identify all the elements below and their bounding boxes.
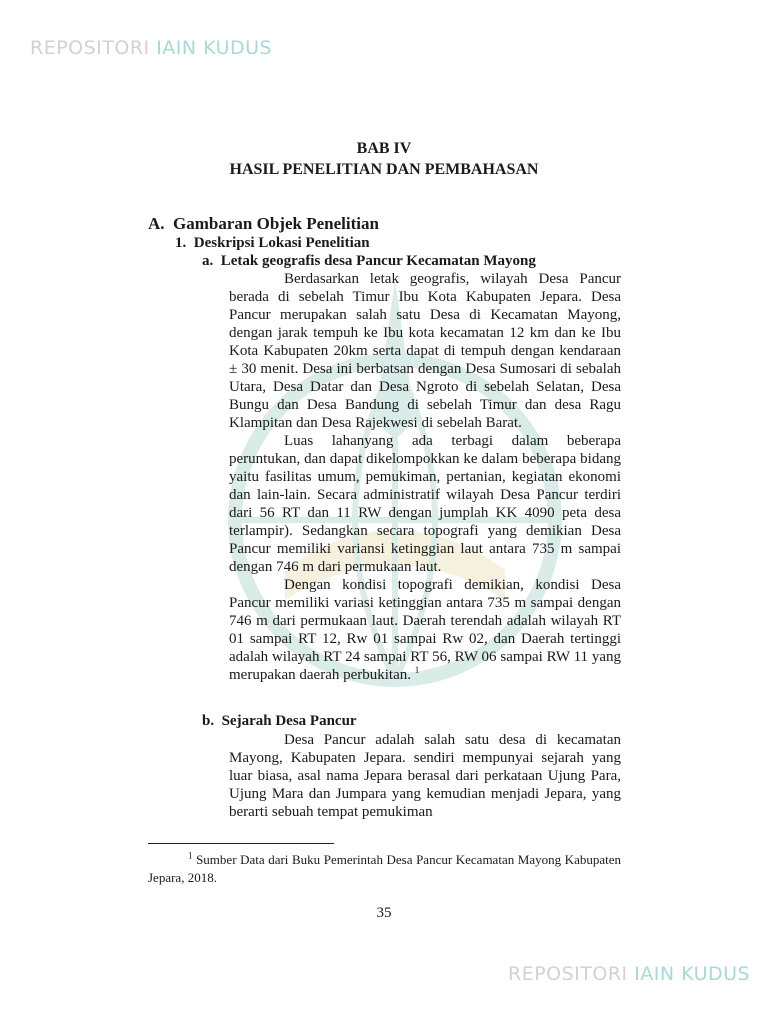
subsection-1-heading: [175, 235, 370, 252]
watermark-bottom: [508, 963, 750, 985]
watermark-top: [30, 37, 272, 59]
chapter-number: BAB IV: [356, 140, 412, 157]
paragraph: Desa Pancur adalah salah satu desa di kecamatan Mayong, Kabupaten Jepara. sendiri mempunyai sejarah yang luar biasa, asal nama Jepara berasal dari perkataan Ujung Para, Ujung Mara dan Jumpara yang kemudian menjadi Jepara, yang berarti sebuah tempat pemukiman: [229, 732, 621, 820]
page-number: 35: [376, 905, 392, 921]
footnote: [148, 851, 621, 887]
footnote-reference: 1: [414, 665, 420, 675]
item-a-body: [229, 270, 621, 684]
watermark-bottom-part1: REPOSITORI: [508, 963, 628, 985]
subsection-1-marker: 1.: [175, 235, 187, 251]
item-b-heading: [202, 713, 357, 730]
item-a-title: Letak geografis desa Pancur Kecamatan Mayong: [220, 253, 536, 269]
section-a-title: Gambaran Objek Penelitian: [173, 214, 379, 233]
footnote-marker: 1: [188, 850, 193, 861]
watermark-bottom-part2: IAIN KUDUS: [634, 963, 751, 985]
watermark-top-part1: REPOSITORI: [30, 37, 150, 59]
footnote-text: Sumber Data dari Buku Pemerintah Desa Pancur Kecamatan Mayong Kabupaten Jepara, 2018.: [148, 852, 621, 885]
section-a-marker: A.: [148, 214, 165, 233]
item-b-body: [229, 731, 621, 821]
item-a-heading: [202, 253, 536, 270]
chapter-title: HASIL PENELITIAN DAN PEMBAHASAN: [229, 161, 539, 178]
item-b-marker: b.: [202, 713, 215, 729]
watermark-top-part2: IAIN KUDUS: [156, 37, 273, 59]
item-b-title: Sejarah Desa Pancur: [221, 713, 357, 729]
subsection-1-title: Deskripsi Lokasi Penelitian: [193, 235, 370, 251]
paragraph: Berdasarkan letak geografis, wilayah Desa Pancur berada di sebelah Timur Ibu Kota Kabupaten Jepara. Desa Pancur merupakan salah satu Desa di Kecamatan Mayong, dengan jarak tempuh ke Ibu kota kecamatan 12 km dan ke Ibu Kota Kabupaten 20km serta dapat di tempuh dengan kendaraan ± 30 menit. Desa ini berbatsan dengan Desa Sumosari di sebalah Utara, Desa Datar dan Desa Ngroto di sebelah Selatan, Desa Bungu dan Desa Bandung di sebelah Timur dan desa Ragu Klampitan dan Desa Rajekwesi di sebelah Barat.: [229, 271, 621, 431]
footnote-divider: [148, 843, 334, 844]
item-a-marker: a.: [202, 253, 214, 269]
paragraph: [229, 576, 621, 684]
paragraph-text: Dengan kondisi topografi demikian, kondisi Desa Pancur memiliki variasi ketinggian antara 735 m sampai dengan 746 m dari permukaan laut. Daerah terendah adalah wilayah RT 01 sampai RT 12, Rw 01 sampai Rw 02, dan Daerah tertinggi adalah wilayah RT 24 sampai RT 56, RW 06 sampai RW 11 yang merupakan daerah perbukitan.: [229, 577, 621, 683]
section-a-heading: [148, 214, 379, 234]
paragraph: Luas lahanyang ada terbagi dalam beberapa peruntukan, dan dapat dikelompokkan ke dalam beberapa bidang yaitu fasilitas umum, pemukiman, pertanian, kegiatan ekonomi dan lain-lain. Secara administratif wilayah Desa Pancur terdiri dari 56 RT dan 11 RW dengan jumplah KK 4090 peta desa terlampir). Sedangkan secara topografi yang demikian Desa Pancur memiliki variansi ketinggian laut antara 735 m sampai dengan 746 m dari permukaan laut.: [229, 433, 621, 575]
